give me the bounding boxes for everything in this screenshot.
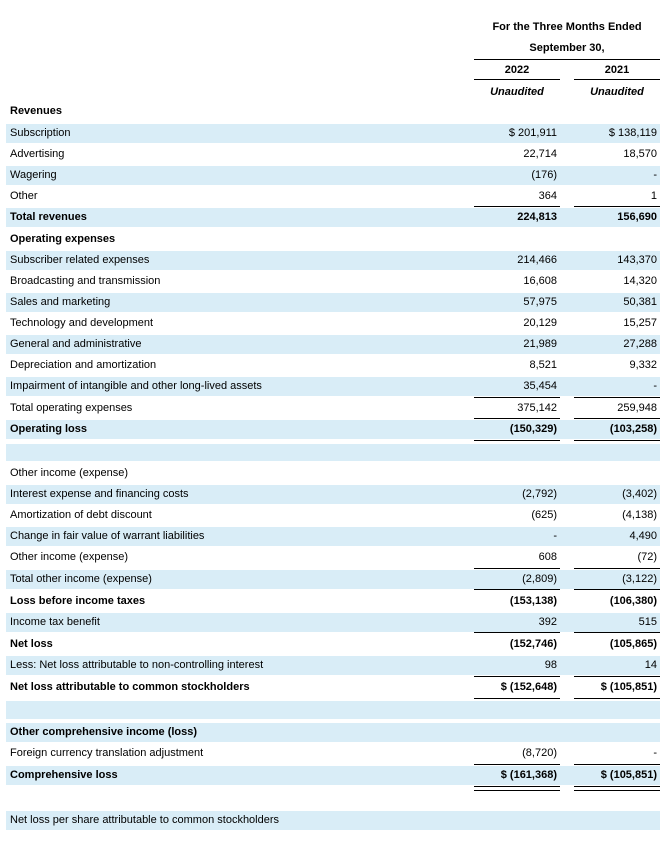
row-label: Less: Net loss attributable to non-controlling interest bbox=[10, 659, 264, 671]
subtotal-rule bbox=[474, 568, 560, 569]
table-row bbox=[6, 766, 660, 785]
value-2022: $ (152,648) bbox=[500, 681, 557, 693]
table-row bbox=[6, 124, 660, 143]
table-row bbox=[6, 506, 660, 525]
table-row bbox=[6, 744, 660, 763]
table-row bbox=[6, 314, 660, 333]
value-2022: 35,454 bbox=[523, 380, 557, 392]
year-2022-header: 2022 bbox=[504, 64, 530, 76]
table-row bbox=[6, 166, 660, 185]
value-2021: 259,948 bbox=[617, 402, 657, 414]
row-label: Other comprehensive income (loss) bbox=[10, 726, 198, 738]
row-label: Net loss attributable to common stockholders bbox=[10, 681, 250, 693]
value-2022: 608 bbox=[538, 551, 557, 563]
table-row bbox=[6, 272, 660, 291]
row-label: Subscription bbox=[10, 127, 71, 139]
value-2021: (105,865) bbox=[609, 638, 657, 650]
value-2022: 224,813 bbox=[517, 211, 557, 223]
subtotal-rule bbox=[474, 418, 560, 419]
row-label: Net loss bbox=[10, 638, 53, 650]
value-2021: $ (105,851) bbox=[600, 681, 657, 693]
value-2022: 16,608 bbox=[523, 275, 557, 287]
subtotal-rule bbox=[574, 206, 660, 207]
row-label: Total other income (expense) bbox=[10, 573, 152, 585]
table-row bbox=[6, 635, 660, 654]
value-2021: 143,370 bbox=[617, 254, 657, 266]
value-2022: (150,329) bbox=[509, 423, 557, 435]
subtotal-rule bbox=[574, 568, 660, 569]
table-row bbox=[6, 811, 660, 830]
value-2022: (625) bbox=[531, 509, 557, 521]
row-label: Broadcasting and transmission bbox=[10, 275, 161, 287]
subtotal-rule bbox=[474, 676, 560, 677]
subtotal-rule bbox=[574, 764, 660, 765]
row-label: Other income (expense) bbox=[10, 551, 128, 563]
period-subheading: September 30, bbox=[529, 42, 605, 54]
value-2022: (8,720) bbox=[522, 747, 557, 759]
status-2022: Unaudited bbox=[490, 86, 544, 98]
value-2021: - bbox=[653, 169, 657, 181]
subtotal-rule bbox=[474, 589, 560, 590]
value-2022: 8,521 bbox=[529, 359, 557, 371]
value-2022: (153,138) bbox=[509, 595, 557, 607]
value-2021: $ (105,851) bbox=[600, 769, 657, 781]
row-label: Net loss per share attributable to common stockholders bbox=[10, 814, 280, 826]
value-2022: 214,466 bbox=[517, 254, 557, 266]
row-label: Impairment of intangible and other long-lived assets bbox=[10, 380, 262, 392]
value-2021: 9,332 bbox=[629, 359, 657, 371]
value-2021: $ 138,119 bbox=[608, 127, 657, 139]
spacer-band bbox=[6, 701, 660, 719]
table-row bbox=[6, 356, 660, 375]
value-2022: (2,792) bbox=[522, 488, 557, 500]
row-label: Amortization of debt discount bbox=[10, 509, 152, 521]
subtotal-rule bbox=[474, 764, 560, 765]
row-label: Technology and development bbox=[10, 317, 154, 329]
value-2022: 57,975 bbox=[523, 296, 557, 308]
table-row bbox=[6, 464, 660, 483]
value-2021: 4,490 bbox=[629, 530, 657, 542]
table-row bbox=[6, 723, 660, 742]
subtotal-rule bbox=[574, 418, 660, 419]
table-row bbox=[6, 187, 660, 206]
total-double-rule bbox=[574, 786, 660, 791]
row-label: Foreign currency translation adjustment bbox=[10, 747, 204, 759]
value-2022: $ 201,911 bbox=[508, 127, 557, 139]
table-row bbox=[6, 251, 660, 270]
value-2022: 392 bbox=[538, 616, 557, 628]
table-row bbox=[6, 145, 660, 164]
value-2022: 364 bbox=[538, 190, 557, 202]
row-label: Interest expense and financing costs bbox=[10, 488, 189, 500]
row-label: Sales and marketing bbox=[10, 296, 111, 308]
value-2022: - bbox=[553, 530, 557, 542]
value-2021: 15,257 bbox=[623, 317, 657, 329]
year-2021-underline bbox=[574, 79, 660, 80]
subtotal-rule bbox=[574, 676, 660, 677]
row-label: Total operating expenses bbox=[10, 402, 133, 414]
row-label: Comprehensive loss bbox=[10, 769, 118, 781]
value-2021: (106,380) bbox=[609, 595, 657, 607]
period-heading: For the Three Months Ended bbox=[492, 21, 642, 33]
value-2022: $ (161,368) bbox=[500, 769, 557, 781]
spacer-band bbox=[6, 444, 660, 461]
value-2021: - bbox=[653, 747, 657, 759]
row-label: Operating loss bbox=[10, 423, 88, 435]
table-row bbox=[6, 293, 660, 312]
row-label: Wagering bbox=[10, 169, 57, 181]
value-2021: 14 bbox=[644, 659, 657, 671]
table-row bbox=[6, 399, 660, 418]
value-2022: 98 bbox=[544, 659, 557, 671]
row-label: General and administrative bbox=[10, 338, 142, 350]
row-label: Subscriber related expenses bbox=[10, 254, 150, 266]
row-label: Operating expenses bbox=[10, 233, 116, 245]
value-2022: 20,129 bbox=[523, 317, 557, 329]
table-row bbox=[6, 102, 660, 121]
table-row bbox=[6, 485, 660, 504]
row-label: Change in fair value of warrant liabilities bbox=[10, 530, 205, 542]
value-2022: 375,142 bbox=[517, 402, 557, 414]
value-2021: 1 bbox=[650, 190, 657, 202]
value-2022: 22,714 bbox=[523, 148, 557, 160]
value-2021: (72) bbox=[637, 551, 657, 563]
table-row bbox=[6, 230, 660, 249]
value-2021: (3,122) bbox=[622, 573, 657, 585]
row-label: Revenues bbox=[10, 105, 62, 117]
table-row bbox=[6, 656, 660, 675]
row-label: Income tax benefit bbox=[10, 616, 100, 628]
subtotal-rule bbox=[474, 632, 560, 633]
table-row bbox=[6, 592, 660, 611]
subtotal-rule bbox=[574, 589, 660, 590]
subtotal-rule bbox=[574, 397, 660, 398]
table-row bbox=[6, 527, 660, 546]
value-2021: (3,402) bbox=[622, 488, 657, 500]
value-2021: 14,320 bbox=[623, 275, 657, 287]
value-2022: 21,989 bbox=[523, 338, 557, 350]
status-2021: Unaudited bbox=[590, 86, 644, 98]
subtotal-rule bbox=[474, 397, 560, 398]
value-2021: 18,570 bbox=[623, 148, 657, 160]
table-row bbox=[6, 678, 660, 697]
table-row bbox=[6, 377, 660, 396]
table-row bbox=[6, 420, 660, 439]
row-label: Total revenues bbox=[10, 211, 87, 223]
value-2021: - bbox=[653, 380, 657, 392]
table-row bbox=[6, 335, 660, 354]
total-double-rule bbox=[474, 786, 560, 791]
header-divider bbox=[474, 59, 660, 60]
value-2022: (2,809) bbox=[522, 573, 557, 585]
row-label: Advertising bbox=[10, 148, 65, 160]
row-label: Loss before income taxes bbox=[10, 595, 146, 607]
value-2022: (152,746) bbox=[509, 638, 557, 650]
table-row bbox=[6, 613, 660, 632]
row-label: Other income (expense) bbox=[10, 467, 128, 479]
value-2022: (176) bbox=[531, 169, 557, 181]
value-2021: (4,138) bbox=[622, 509, 657, 521]
table-row bbox=[6, 548, 660, 567]
row-label: Depreciation and amortization bbox=[10, 359, 157, 371]
value-2021: 515 bbox=[638, 616, 657, 628]
value-2021: 27,288 bbox=[623, 338, 657, 350]
row-label: Other bbox=[10, 190, 38, 202]
value-2021: 156,690 bbox=[617, 211, 657, 223]
subtotal-rule bbox=[474, 206, 560, 207]
table-row bbox=[6, 208, 660, 227]
year-2021-header: 2021 bbox=[604, 64, 630, 76]
value-2021: (103,258) bbox=[609, 423, 657, 435]
year-2022-underline bbox=[474, 79, 560, 80]
value-2021: 50,381 bbox=[623, 296, 657, 308]
subtotal-rule bbox=[574, 632, 660, 633]
table-row bbox=[6, 570, 660, 589]
